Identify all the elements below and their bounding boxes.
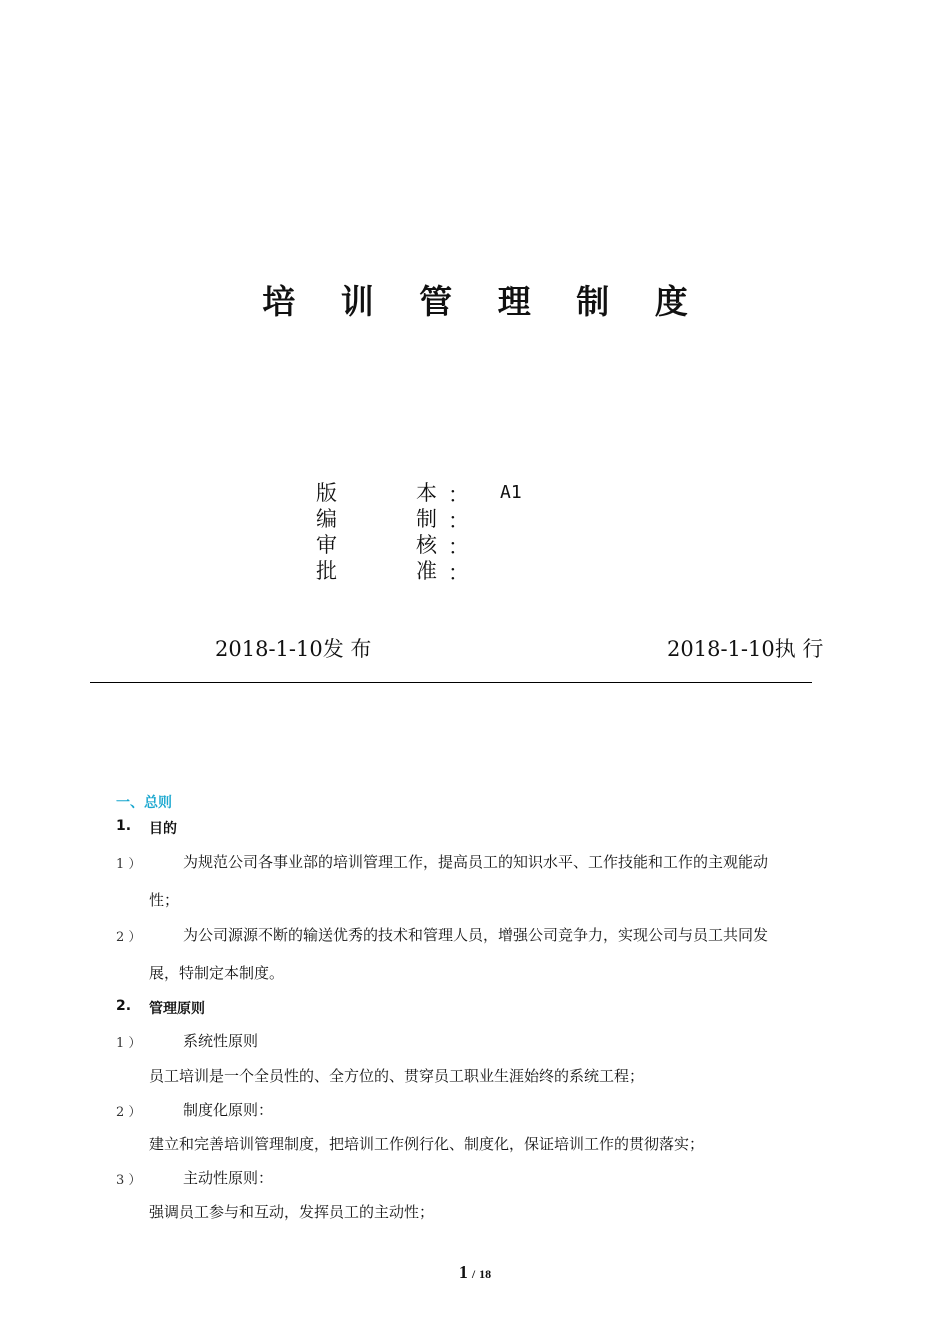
total-pages: 18 <box>479 1267 492 1281</box>
meta-key-char2: 准 <box>416 559 437 583</box>
execute-date: 2018-1-10执 行 <box>667 637 824 661</box>
list-number: 2 ） <box>116 930 142 945</box>
document-title: 培 训 管 理 制 度 <box>262 282 705 321</box>
list-number: 2 ） <box>116 1105 142 1120</box>
meta-key-char1: 版 <box>316 481 337 505</box>
list-item-continuation: 展，特制定本制度。 <box>149 964 285 982</box>
meta-key-char1: 审 <box>316 533 337 557</box>
meta-key-char2: 本 <box>416 481 437 505</box>
meta-key-char1: 批 <box>316 559 337 583</box>
divider-line <box>90 682 812 683</box>
principle-description: 建立和完善培训管理制度，把培训工作例行化、制度化，保证培训工作的贯彻落实； <box>149 1135 705 1153</box>
principle-label: 系统性原则 <box>183 1032 259 1050</box>
meta-colon: ： <box>448 535 469 559</box>
meta-key-char2: 制 <box>416 507 437 531</box>
meta-row-version <box>316 480 337 506</box>
meta-colon: ： <box>448 483 469 507</box>
list-number: 1 ） <box>116 857 142 872</box>
principle-label: 制度化原则： <box>183 1101 274 1119</box>
principle-description: 强调员工参与和互动，发挥员工的主动性； <box>149 1203 435 1221</box>
list-number: 1 ） <box>116 1036 142 1051</box>
list-number: 3 ） <box>116 1173 142 1188</box>
meta-key-char1: 编 <box>316 507 337 531</box>
principle-label: 主动性原则： <box>183 1169 274 1187</box>
publish-date: 2018-1-10发 布 <box>215 637 372 661</box>
subsection-title: 目的 <box>149 821 177 837</box>
meta-colon: ： <box>448 509 469 533</box>
subsection-number: 1. <box>116 818 132 834</box>
list-item-continuation: 性； <box>149 891 180 909</box>
meta-key-char2: 核 <box>416 533 437 557</box>
principle-description: 员工培训是一个全员性的、全方位的、贯穿员工职业生涯始终的系统工程； <box>149 1067 645 1085</box>
page-separator: / <box>471 1267 476 1281</box>
current-page: 1 <box>458 1262 468 1282</box>
list-item-text: 为公司源源不断的输送优秀的技术和管理人员，增强公司竞争力，实现公司与员工共同发 <box>183 926 769 944</box>
list-item-text: 为规范公司各事业部的培训管理工作，提高员工的知识水平、工作技能和工作的主观能动 <box>183 853 769 871</box>
meta-colon: ： <box>448 561 469 585</box>
section-heading: 一、总则 <box>116 795 172 811</box>
subsection-number: 2. <box>116 998 132 1014</box>
meta-value-version: A1 <box>500 482 522 503</box>
subsection-title: 管理原则 <box>149 1001 205 1017</box>
page-number <box>0 1262 950 1283</box>
